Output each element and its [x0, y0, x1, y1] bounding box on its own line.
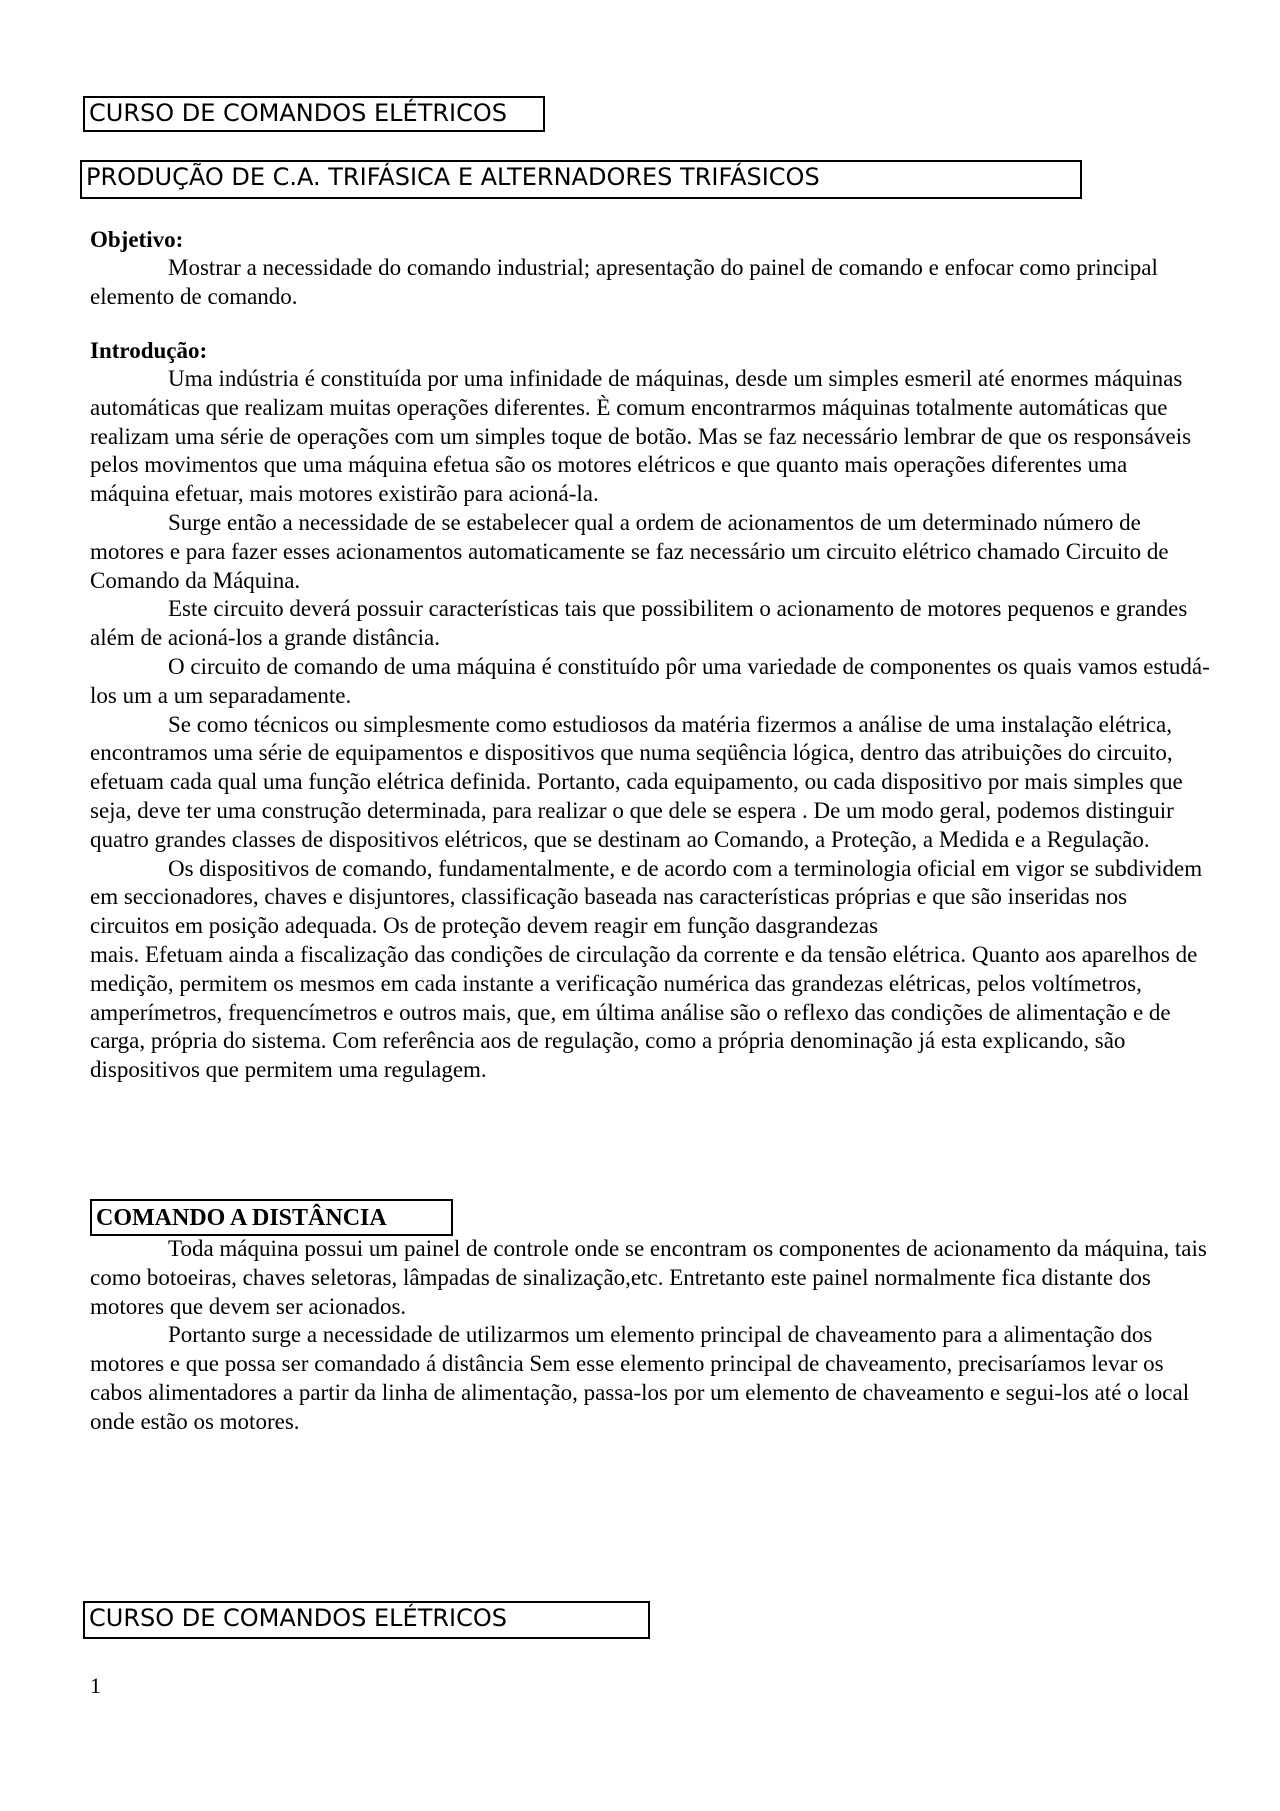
remote-paragraph-2: Portanto surge a necessidade de utilizarmos um elemento principal de chaveamento para a alimentação dos motores e que possa ser comandado á distância Sem esse elemento principal de chaveamento, precisaríamos levar os cabos alimentadores a partir da linha de alimentação, passa-los por um elemento de chaveamento e segui-los até o local onde estão os motores.: [90, 1322, 1190, 1434]
intro-paragraph-3: Este circuito deverá possuir características tais que possibilitem o acionamento de motores pequenos e grandes além de acioná-los a grande distância.: [90, 596, 1188, 651]
objective-heading: Objetivo:: [90, 227, 184, 252]
intro-paragraph-6: Os dispositivos de comando, fundamentalmente, e de acordo com a terminologia oficial em vigor se subdividem em seccionadores, chaves e disjuntores, classificação baseada nas características próprias e que são inseridas nos circuitos em posição adequada. Os de proteção devem reagir em função dasgrandezas: [90, 855, 1203, 939]
chapter-title: PRODUÇÃO DE C.A. TRIFÁSICA E ALTERNADORES TRIFÁSICOS: [86, 163, 820, 191]
objective-section: [90, 254, 1210, 312]
objective-text: Mostrar a necessidade do comando industrial; apresentação do painel de comando e enfocar como principal elemento de comando.: [90, 255, 1158, 309]
introduction-section: [90, 365, 1210, 1085]
introduction-heading: Introdução:: [90, 338, 208, 363]
remote-command-heading-box: [90, 1199, 453, 1236]
footer-course-title: CURSO DE COMANDOS ELÉTRICOS: [89, 1604, 507, 1632]
intro-paragraph-4: O circuito de comando de uma máquina é constituído pôr uma variedade de componentes os quais vamos estudá-los um a um separadamente.: [90, 653, 1210, 708]
footer-course-title-box: [83, 1601, 650, 1639]
page-number: 1: [90, 1673, 101, 1698]
remote-command-heading: COMANDO A DISTÂNCIA: [96, 1205, 387, 1231]
intro-paragraph-1: Uma indústria é constituída por uma infinidade de máquinas, desde um simples esmeril até enormes máquinas automáticas que realizam muitas operações diferentes. È comum encontrarmos máquinas totalmente automáticas que realizam uma série de operações com um simples toque de botão. Mas se faz necessário lembrar de que os responsáveis pelos movimentos que uma máquina efetua são os motores elétricos e que quanto mais operações diferentes uma máquina efetuar, mais motores existirão para acioná-la.: [90, 366, 1192, 507]
course-title-box: [83, 96, 545, 132]
remote-paragraph-1: Toda máquina possui um painel de controle onde se encontram os componentes de acionamento da máquina, tais como botoeiras, chaves seletoras, lâmpadas de sinalização,etc. Entretanto este painel normalmente fica distante dos motores que devem ser acionados.: [90, 1236, 1207, 1319]
chapter-title-box: [80, 160, 1082, 199]
remote-command-section: [90, 1235, 1210, 1437]
intro-paragraph-2: Surge então a necessidade de se estabelecer qual a ordem de acionamentos de um determinado número de motores e para fazer esses acionamentos automaticamente se faz necessário um circuito elétrico chamado Circuito de Comando da Máquina.: [90, 509, 1169, 593]
course-title: CURSO DE COMANDOS ELÉTRICOS: [89, 99, 507, 127]
intro-paragraph-5: Se como técnicos ou simplesmente como estudiosos da matéria fizermos a análise de uma instalação elétrica, encontramos uma série de equipamentos e dispositivos que numa seqüência lógica, dentro das atribuições do circuito, efetuam cada qual uma função elétrica definida. Portanto, cada equipamento, ou cada dispositivo por mais simples que seja, deve ter uma construção determinada, para realizar o que dele se espera . De um modo geral, podemos distinguir quatro grandes classes de dispositivos elétricos, que se destinam ao Comando, a Proteção, a Medida e a Regulação.: [90, 711, 1183, 852]
intro-continuation: mais. Efetuam ainda a fiscalização das condições de circulação da corrente e da tensão elétrica. Quanto aos aparelhos de medição, permitem os mesmos em cada instante a verificação numérica das grandezas elétricas, pelos voltímetros, amperímetros, frequencímetros e outros mais, que, em última análise são o reflexo das condições de alimentação e de carga, própria do sistema. Com referência aos de regulação, como a própria denominação já esta explicando, são dispositivos que permitem uma regulagem.: [90, 941, 1198, 1083]
